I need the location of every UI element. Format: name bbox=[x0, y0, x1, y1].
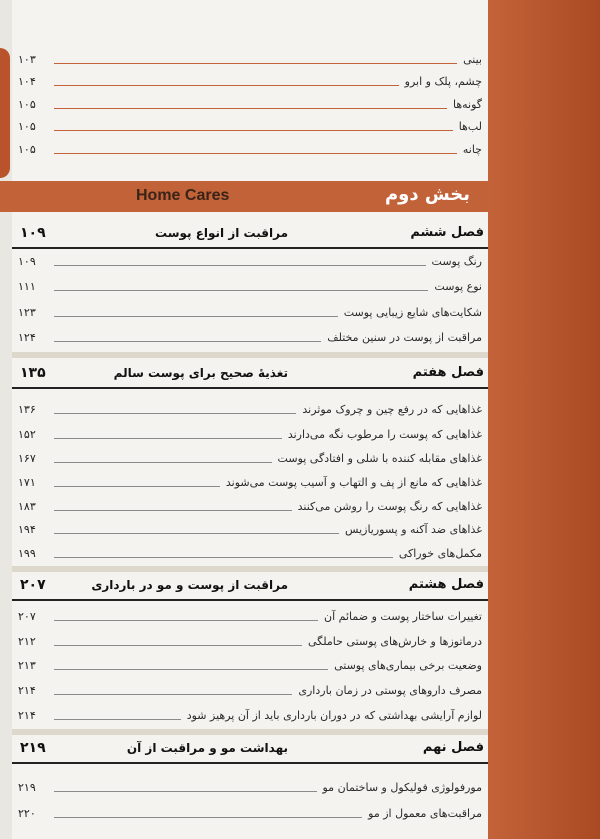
section-divider bbox=[12, 729, 488, 735]
entry-page: ۲۲۰ bbox=[18, 807, 36, 820]
entry-page: ۱۵۲ bbox=[18, 428, 36, 441]
entry-title: شکایت‌های شایع زیبایی پوست bbox=[343, 306, 482, 319]
chapter-number: فصل هفتم bbox=[412, 365, 484, 380]
entry-title: مراقبت‌های معمول از مو bbox=[368, 807, 482, 820]
entry-page: ۱۲۳ bbox=[18, 306, 36, 319]
toc-entry[interactable] bbox=[12, 603, 488, 625]
entry-page: ۱۶۷ bbox=[18, 452, 36, 465]
toc-entry[interactable] bbox=[12, 469, 488, 491]
entry-page: ۲۱۴ bbox=[18, 684, 36, 697]
toc-entry[interactable] bbox=[12, 774, 488, 796]
chapter-title: مراقبت از پوست و مو در بارداری bbox=[91, 578, 288, 592]
toc-entry[interactable] bbox=[12, 628, 488, 650]
entry-title: مورفولوژی فولیکول و ساختمان مو bbox=[322, 781, 482, 794]
section-divider bbox=[12, 566, 488, 572]
entry-title: تغییرات ساختار پوست و ضمائم آن bbox=[324, 610, 482, 623]
entry-page: ۱۰۵ bbox=[18, 143, 36, 156]
entry-page: ۱۰۵ bbox=[18, 98, 36, 111]
toc-entry[interactable] bbox=[12, 702, 488, 724]
entry-page: ۱۱۱ bbox=[18, 280, 36, 293]
toc-entry[interactable] bbox=[12, 46, 488, 68]
entry-page: ۱۰۹ bbox=[18, 255, 36, 268]
chapter-title: تغذیهٔ صحیح برای پوست سالم bbox=[113, 366, 288, 380]
toc-entry[interactable] bbox=[12, 800, 488, 822]
orange-edge-band bbox=[488, 0, 600, 839]
entry-page: ۱۰۳ bbox=[18, 53, 36, 66]
entry-title: مکمل‌های خوراکی bbox=[398, 547, 482, 560]
entry-page: ۱۷۱ bbox=[18, 476, 36, 489]
chapter-heading[interactable] bbox=[12, 736, 488, 764]
entry-title: لب‌ها bbox=[458, 120, 482, 133]
toc-entry[interactable] bbox=[12, 324, 488, 346]
toc-entry[interactable] bbox=[12, 113, 488, 135]
entry-page: ۱۸۳ bbox=[18, 500, 36, 513]
chapter-number: فصل نهم bbox=[422, 740, 484, 755]
chapter-number: فصل ششم bbox=[410, 225, 484, 240]
chapter-number: فصل هشتم bbox=[408, 577, 484, 592]
entry-title: چانه bbox=[462, 143, 482, 156]
part-banner bbox=[0, 181, 488, 212]
entry-page: ۲۱۴ bbox=[18, 709, 36, 722]
part-title-fa: بخش دوم bbox=[384, 184, 470, 205]
entry-page: ۲۱۹ bbox=[18, 781, 36, 794]
part-title-en: Home Cares bbox=[136, 187, 230, 204]
entry-title: گونه‌ها bbox=[452, 98, 482, 111]
chapter-page: ۲۱۹ bbox=[20, 740, 46, 756]
entry-title: غذاهایی که در رفع چین و چروک موثرند bbox=[302, 403, 482, 416]
toc-entry[interactable] bbox=[12, 445, 488, 467]
entry-title: غذاهایی که مانع از پف و التهاب و آسیب پوست می‌شوند bbox=[225, 476, 482, 489]
toc-entry[interactable] bbox=[12, 677, 488, 699]
chapter-title: مراقبت از انواع پوست bbox=[154, 226, 288, 240]
chapter-title: بهداشت مو و مراقبت از آن bbox=[126, 741, 288, 755]
entry-title: وضعیت برخی بیماری‌های پوستی bbox=[334, 659, 482, 672]
entry-page: ۱۲۴ bbox=[18, 331, 36, 344]
toc-entry[interactable] bbox=[12, 91, 488, 113]
toc-entry[interactable] bbox=[12, 516, 488, 538]
entry-page: ۲۱۳ bbox=[18, 659, 36, 672]
toc-entry[interactable] bbox=[12, 273, 488, 295]
entry-title: لوازم آرایشی بهداشتی که در دوران بارداری باید از آن پرهیز شود bbox=[186, 709, 482, 722]
toc-entry[interactable] bbox=[12, 493, 488, 515]
toc-entry[interactable] bbox=[12, 299, 488, 321]
toc-entry[interactable] bbox=[12, 248, 488, 270]
chapter-page: ۱۳۵ bbox=[20, 365, 46, 381]
entry-title: بینی bbox=[463, 53, 482, 66]
entry-title: غذاهای مقابله کننده با شلی و افتادگی پوست bbox=[277, 452, 482, 465]
entry-title: نوع پوست bbox=[434, 280, 482, 293]
entry-title: مصرف داروهای پوستی در زمان بارداری bbox=[298, 684, 482, 697]
chapter-page: ۱۰۹ bbox=[20, 225, 46, 241]
entry-page: ۲۱۲ bbox=[18, 635, 36, 648]
chapter-page: ۲۰۷ bbox=[20, 577, 46, 593]
entry-title: چشم، پلک و ابرو bbox=[404, 75, 482, 88]
toc-entry[interactable] bbox=[12, 396, 488, 418]
entry-page: ۱۹۹ bbox=[18, 547, 36, 560]
chapter-heading[interactable] bbox=[12, 361, 488, 389]
entry-page: ۲۰۷ bbox=[18, 610, 36, 623]
entry-title: غذاهایی که رنگ پوست را روشن می‌کنند bbox=[297, 500, 482, 513]
toc-page bbox=[12, 0, 488, 839]
left-orange-tab bbox=[0, 48, 10, 178]
entry-page: ۱۳۶ bbox=[18, 403, 36, 416]
section-divider bbox=[12, 352, 488, 358]
entry-page: ۱۹۴ bbox=[18, 523, 36, 536]
entry-title: غذاهای ضد آکنه و پسوریازیس bbox=[345, 523, 482, 536]
toc-entry[interactable] bbox=[12, 540, 488, 562]
entry-page: ۱۰۴ bbox=[18, 75, 36, 88]
toc-entry[interactable] bbox=[12, 136, 488, 158]
chapter-heading[interactable] bbox=[12, 221, 488, 249]
toc-entry[interactable] bbox=[12, 68, 488, 90]
entry-title: مراقبت از پوست در سنین مختلف bbox=[327, 331, 482, 344]
toc-entry[interactable] bbox=[12, 652, 488, 674]
entry-title: غذاهایی که پوست را مرطوب نگه می‌دارند bbox=[287, 428, 482, 441]
entry-title: رنگ پوست bbox=[431, 255, 482, 268]
entry-title: درماتوزها و خارش‌های پوستی حاملگی bbox=[308, 635, 482, 648]
chapter-heading[interactable] bbox=[12, 573, 488, 601]
toc-entry[interactable] bbox=[12, 421, 488, 443]
entry-page: ۱۰۵ bbox=[18, 120, 36, 133]
